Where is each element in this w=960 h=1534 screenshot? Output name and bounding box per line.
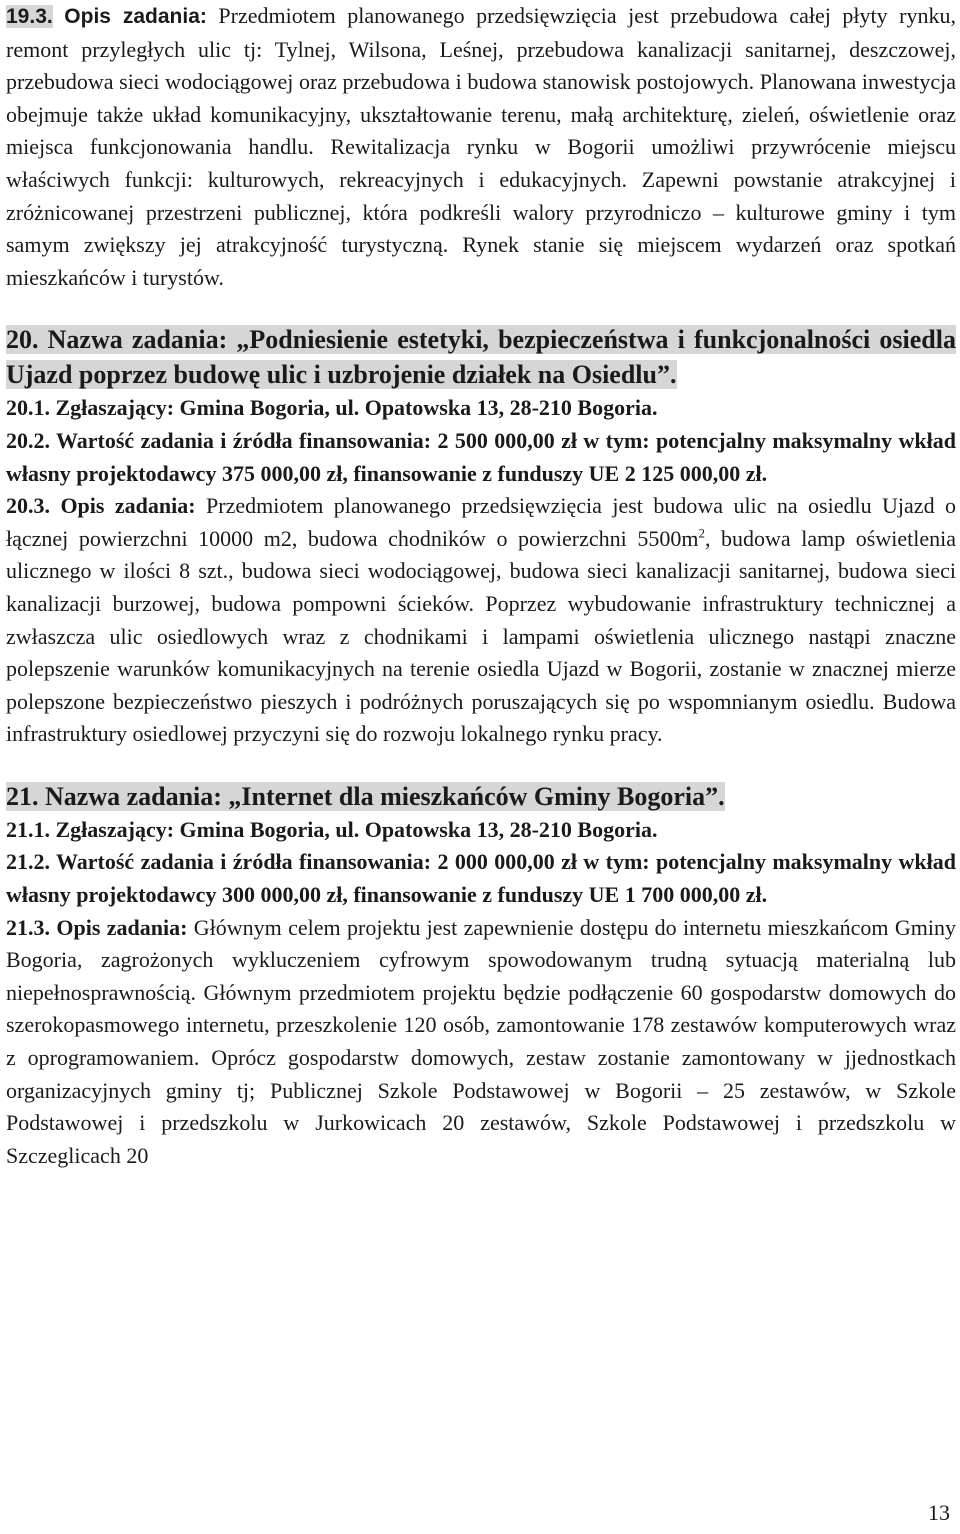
section-20-3-number: 20.3. <box>6 493 50 519</box>
section-21-3-label: Opis zadania: <box>56 914 188 940</box>
section-19-3-text: Przedmiotem planowanego przedsięwzięcia jest przebudowa całej płyty rynku, remont przyległych ulic tj: Tylnej, Wilsona, Leśnej, przebudowa kanalizacji sanitarnej, deszczowej, przebudowa sieci wodociągowej oraz przebudowa i budowa stanowisk postojowych. Planowana inwestycja obejmuje także układ komunikacyjny, ukształtowanie terenu, małą architekturę, zieleń, oświetlenie oraz miejsca funkcjonowania handlu. Rewitalizacja rynku w Bogorii umożliwi przywrócenie miejscu właściwych funkcji: kulturowych, rekreacyjnych i edukacyjnych. Zapewni powstanie atrakcyjnej i zróżnicowanej przestrzeni publicznej, która podkreśli walory przyrodniczo – kulturowe gminy i tym samym zwiększy jej atrakcyjność turystyczną. Rynek stanie się miejscem wydarzeń oraz spotkań mieszkańców i turystów. <box>6 3 957 290</box>
section-20-3-label: Opis zadania: <box>60 493 196 519</box>
section-21-1-applicant: 21.1. Zgłaszający: Gmina Bogoria, ul. Opatowska 13, 28-210 Bogoria. <box>6 816 658 842</box>
section-20-3-text-2: , budowa lamp oświetlenia ulicznego w ilości 8 szt., budowa sieci wodociągowej, budowa sieci kanalizacji sanitarnej, budowa sieci kanalizacji burzowej, budowa pompowni ścieków. Poprzez wybudowanie infrastruktury technicznej a zwłaszcza ulic osiedlowych wraz z chodnikami i lampami oświetlenia ulicznego nastąpi znaczne polepszenie warunków komunikacyjnych na terenie osiedla Ujazd w Bogorii, zostanie w znacznej mierze polepszone bezpieczeństwo pieszych i podróżnych poruszających się po wspomnianym osiedlu. Budowa infrastruktury osiedlowej przyczyni się do rozwoju lokalnego rynku pracy. <box>6 525 956 747</box>
section-21-3-paragraph <box>6 912 956 1173</box>
section-21-2-value: 21.2. Wartość zadania i źródła finansowania: 2 000 000,00 zł w tym: potencjalny maksymalny wkład własny projektodawcy 300 000,00 zł, finansowanie z funduszy UE 1 700 000,00 zł. <box>6 849 956 908</box>
section-21-title <box>6 779 956 814</box>
section-20-3-paragraph <box>6 490 956 751</box>
section-20-1-applicant: 20.1. Zgłaszający: Gmina Bogoria, ul. Opatowska 13, 28-210 Bogoria. <box>6 395 658 421</box>
section-20-title <box>6 322 956 392</box>
document-page <box>6 0 956 1172</box>
section-20-title-text: 20. Nazwa zadania: „Podniesienie estetyki, bezpieczeństwa i funkcjonalności osiedla Ujazd poprzez budowę ulic i uzbrojenie działek na Osiedlu”. <box>6 325 956 390</box>
page-number: 13 <box>928 1500 950 1525</box>
section-21-3-number: 21.3. <box>6 914 50 940</box>
section-21-title-text: 21. Nazwa zadania: „Internet dla mieszkańców Gminy Bogoria”. <box>6 781 725 811</box>
superscript-2: 2 <box>698 525 705 541</box>
section-21-3-text: Głównym celem projektu jest zapewnienie dostępu do internetu mieszkańcom Gminy Bogoria, zagrożonych wykluczeniem cyfrowym spowodowanym trudną sytuacją materialną lub niepełnosprawnością. Głównym przedmiotem projektu będzie podłączenie 60 gospodarstw domowych do szerokopasmowego internetu, przeszkolenie 120 osób, zamontowanie 178 zestawów komputerowych wraz z oprogramowaniem. Oprócz gospodarstw domowych, zestaw zostanie zamontowany w jjednostkach organizacyjnych gminy tj; Publicznej Szkole Podstawowej w Bogorii – 25 zestawów, w Szkole Podstawowej i przedszkolu w Jurkowicach 20 zestawów, Szkole Podstawowej i przedszkolu w Szczeglicach 20 <box>6 914 956 1168</box>
section-19-3-label: Opis zadania: <box>64 5 207 28</box>
section-20-2-value: 20.2. Wartość zadania i źródła finansowania: 2 500 000,00 zł w tym: potencjalny maksymalny wkład własny projektodawcy 375 000,00 zł, finansowanie z funduszy UE 2 125 000,00 zł. <box>6 427 956 486</box>
section-19-3-paragraph <box>6 0 956 294</box>
section-20-3-text-1: Przedmiotem planowanego przedsięwzięcia jest budowa ulic na osiedlu Ujazd o łącznej powierzchni 10000 m2, budowa chodników o powierzchni 5500m <box>6 493 957 551</box>
section-19-3-number: 19.3. <box>6 5 53 28</box>
